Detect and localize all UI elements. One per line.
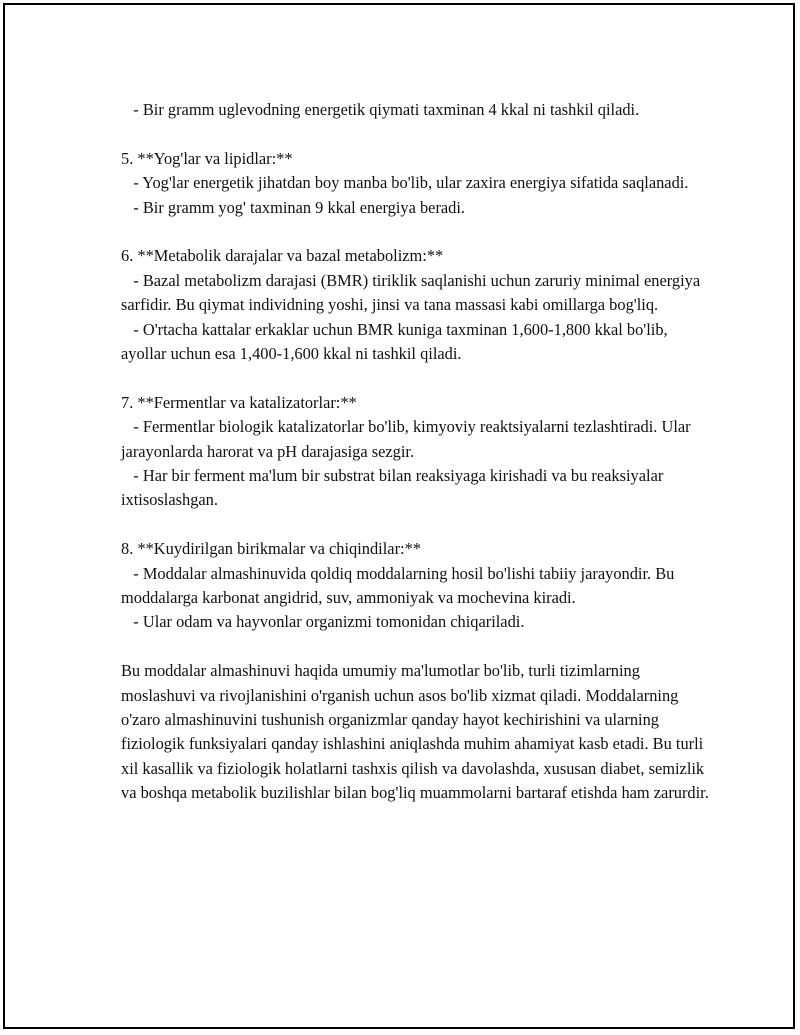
paragraph: - Yog'lar energetik jihatdan boy manba bo'lib, ular zaxira energiya sifatida saqlanadi. [121,173,689,193]
paragraph: - Bir gramm uglevodning energetik qiymati taxminan 4 kkal ni tashkil qiladi. [121,100,640,119]
paragraph: 7. **Fermentlar va katalizatorlar:** [121,392,357,412]
paragraph: - Bir gramm yog' taxminan 9 kkal energiya beradi. [121,197,466,217]
paragraph: - Bazal metabolizm darajasi (BMR) tiriklik saqlanishi uchun zaruriy minimal energiya sarfidir. Bu qiymat individning yoshi, jinsi va tana massasi kabi omillarga bog'liq. [121,270,705,315]
paragraph-gap [121,366,711,390]
paragraph: - O'rtacha kattalar erkaklar uchun BMR kuniga taxminan 1,600-1,800 kkal bo'lib, ayollar uchun esa 1,400-1,600 kkal ni tashkil qiladi. [121,319,672,364]
paragraph: 5. **Yog'lar va lipidlar:** [121,148,293,168]
paragraph: 6. **Metabolik darajalar va bazal metabolizm:** [121,246,444,266]
page-frame [3,3,795,1029]
document-body [121,98,711,806]
paragraph: - Fermentlar biologik katalizatorlar bo'lib, kimyoviy reaktsiyalarni tezlashtiradi. Ular jarayonlarda harorat va pH darajasiga sezgir. [121,417,695,461]
paragraph-gap [121,513,711,537]
paragraph: - Moddalar almashinuvida qoldiq moddalarning hosil bo'lishi tabiiy jarayondir. Bu moddalarga karbonat angidrid, suv, ammoniyak va mochevina kiradi. [121,563,679,608]
paragraph-gap [121,220,711,244]
paragraph: 8. **Kuydirilgan birikmalar va chiqindilar:** [121,539,421,559]
paragraph-gap [121,635,711,659]
paragraph-gap [121,122,711,146]
paragraph: Bu moddalar almashinuvi haqida umumiy ma'lumotlar bo'lib, turli tizimlarning moslashuvi va rivojlanishini o'rganish uchun asos bo'lib xizmat qiladi. Moddalarning o'zaro almashinuvini tushunish organizmlar qanday hayot kechirishini va ularning fiziologik funksiyalari qanday ishlashini aniqlashda muhim ahamiyat kasb etadi. Bu turli xil kasallik va fiziologik holatlarni tashxis qilish va davolashda, xususan diabet, semizlik va boshqa metabolik buzilishlar bilan bog'liq muammolarni bartaraf etishda ham zarurdir. [121,661,709,803]
paragraph: - Har bir ferment ma'lum bir substrat bilan reaksiyaga kirishadi va bu reaksiyalar ixtisoslashgan. [121,466,668,510]
paragraph: - Ular odam va hayvonlar organizmi tomonidan chiqariladi. [121,612,525,632]
